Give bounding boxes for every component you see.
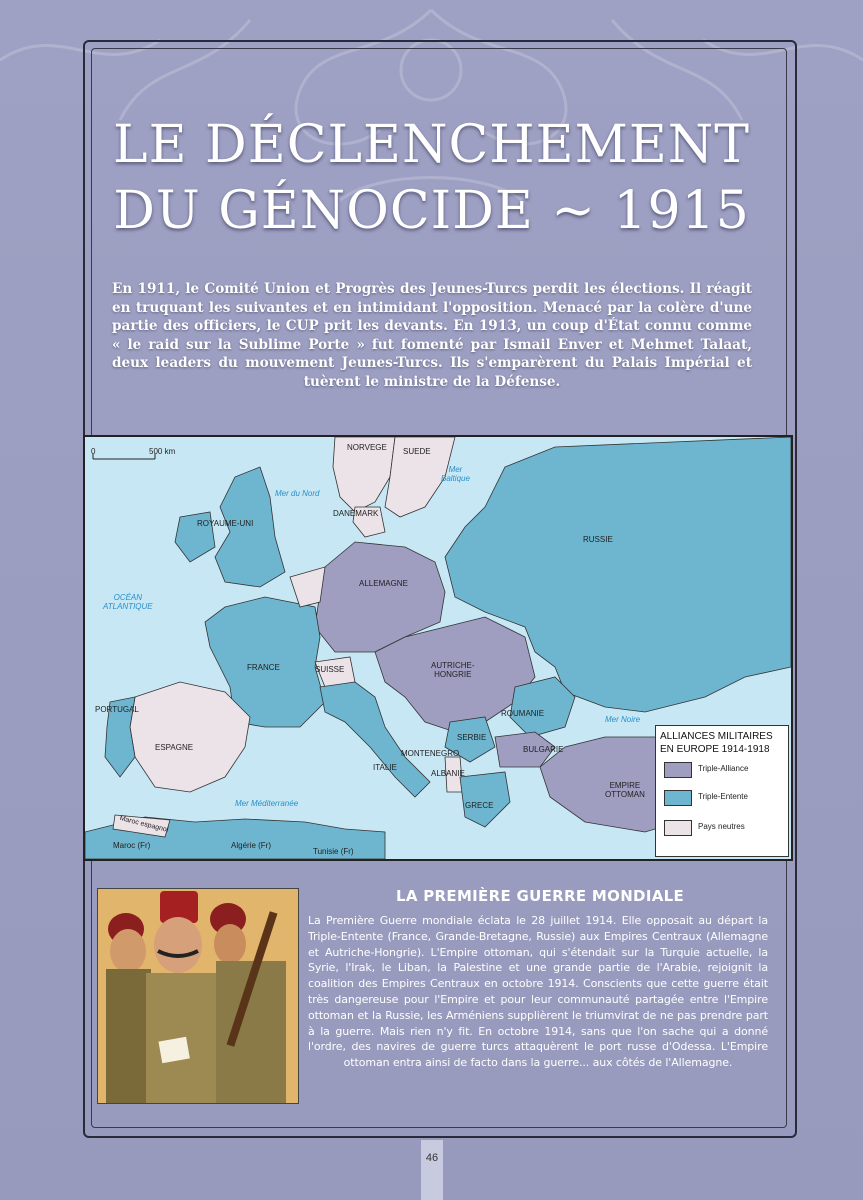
label-italie: ITALIE: [373, 763, 397, 772]
map-benelux: [290, 567, 325, 607]
legend-label: Triple-Alliance: [698, 764, 749, 773]
map-legend: [655, 725, 789, 857]
legend-swatch-entente: [664, 790, 692, 806]
label-russie: RUSSIE: [583, 535, 613, 544]
legend-item-triple-entente: [664, 790, 788, 806]
label-roumanie: ROUMANIE: [501, 709, 545, 718]
label-allemagne: ALLEMAGNE: [359, 579, 408, 588]
soldiers-drawing: [98, 889, 298, 1103]
label-grece: GRECE: [465, 801, 494, 810]
europe-alliances-map: [83, 435, 793, 861]
label-serbie: SERBIE: [457, 733, 487, 742]
label-mer-du-nord: Mer du Nord: [275, 489, 320, 498]
scale-zero: 0: [91, 447, 96, 456]
label-suisse: SUISSE: [315, 665, 345, 674]
label-ocean-atlantique: OCÉAN ATLANTIQUE: [103, 593, 153, 611]
title-line-2: DU GÉNOCIDE ~ 1915: [113, 181, 750, 241]
label-france: FRANCE: [247, 663, 280, 672]
label-albanie: ALBANIE: [431, 769, 465, 778]
section-title: LA PREMIÈRE GUERRE MONDIALE: [395, 887, 685, 905]
label-espagne: ESPAGNE: [155, 743, 194, 752]
scale-label: 500 km: [149, 447, 176, 456]
label-danemark: DANEMARK: [333, 509, 379, 518]
label-bulgarie: BULGARIE: [523, 745, 564, 754]
page-title: [100, 112, 763, 244]
label-norvege: NORVEGE: [347, 443, 387, 452]
map-spain: [130, 682, 250, 792]
label-mediterranee: Mer Méditerranée: [235, 799, 299, 808]
title-line-1: LE DÉCLENCHEMENT: [113, 115, 750, 175]
label-maroc-espagnol: Maroc espagnol: [118, 815, 169, 834]
label-autriche-hongrie: AUTRICHE- HONGRIE: [431, 661, 475, 679]
label-mer-noire: Mer Noire: [605, 715, 641, 724]
label-mer-baltique: Mer Baltique: [441, 465, 470, 483]
soldiers-illustration: [97, 888, 299, 1104]
label-maroc: Maroc (Fr): [113, 841, 151, 850]
label-suede: SUEDE: [403, 447, 431, 456]
page-tab: [421, 1140, 443, 1200]
label-royaume-uni: ROYAUME-UNI: [197, 519, 254, 528]
label-tunisie: Tunisie (Fr): [313, 847, 354, 856]
label-algerie: Algérie (Fr): [231, 841, 272, 850]
map-greece: [460, 772, 510, 827]
page-number: 46: [425, 1152, 439, 1164]
legend-swatch-alliance: [664, 762, 692, 778]
legend-swatch-neutral: [664, 820, 692, 836]
legend-item-triple-alliance: [664, 762, 788, 778]
section-body: La Première Guerre mondiale éclata le 28 juillet 1914. Elle opposait au départ la Triple-Entente (France, Grande-Bretagne, Russie) aux Empires Centraux (Allemagne et Autriche-Hongrie). L'Empire ottoman, qui s'étendait sur la Turquie actuelle, la Syrie, l'Irak, le Liban, la Palestine et une grande partie de l'Arabie, rejoignit la coalition des Empires Centraux en octobre 1914. Conscients que cette guerre était très dangereuse pour l'Empire et pour leur communauté partagée entre l'Empire ottoman et la Russie, les Arméniens supplièrent le triumvirat de ne pas prendre part à la guerre. Mais rien n'y fit. En octobre 1914, sans que l'on sache qui a donné l'ordre, des navires de guerre turcs attaquèrent le port russe d'Odessa. L'Empire ottoman entra ainsi de facto dans la guerre... aux côtés de l'Allemagne.: [308, 914, 768, 1070]
label-montenegro: MONTENEGRO: [401, 749, 460, 758]
legend-label: Triple-Entente: [698, 792, 748, 801]
intro-paragraph: En 1911, le Comité Union et Progrès des Jeunes-Turcs perdit les élections. Il réagit en truquant les suivantes et en intimidant l'opposition. Menacé par la colère d'une partie des officiers, le CUP prit les devants. En 1913, un coup d'État connu comme « le raid sur la Sublime Porte » fut fomenté par Ismail Enver et Mehmet Talaat, deux leaders du mouvement Jeunes-Turcs. Ils s'emparèrent du Palais Impérial et tuèrent le ministre de la Défense.: [112, 281, 752, 390]
legend-title: ALLIANCES MILITAIRES EN EUROPE 1914-1918: [660, 731, 773, 755]
legend-item-pays-neutres: [664, 820, 788, 836]
label-portugal: PORTUGAL: [95, 705, 139, 714]
legend-label: Pays neutres: [698, 822, 745, 831]
label-empire-ottoman: EMPIRE OTTOMAN: [605, 781, 645, 799]
